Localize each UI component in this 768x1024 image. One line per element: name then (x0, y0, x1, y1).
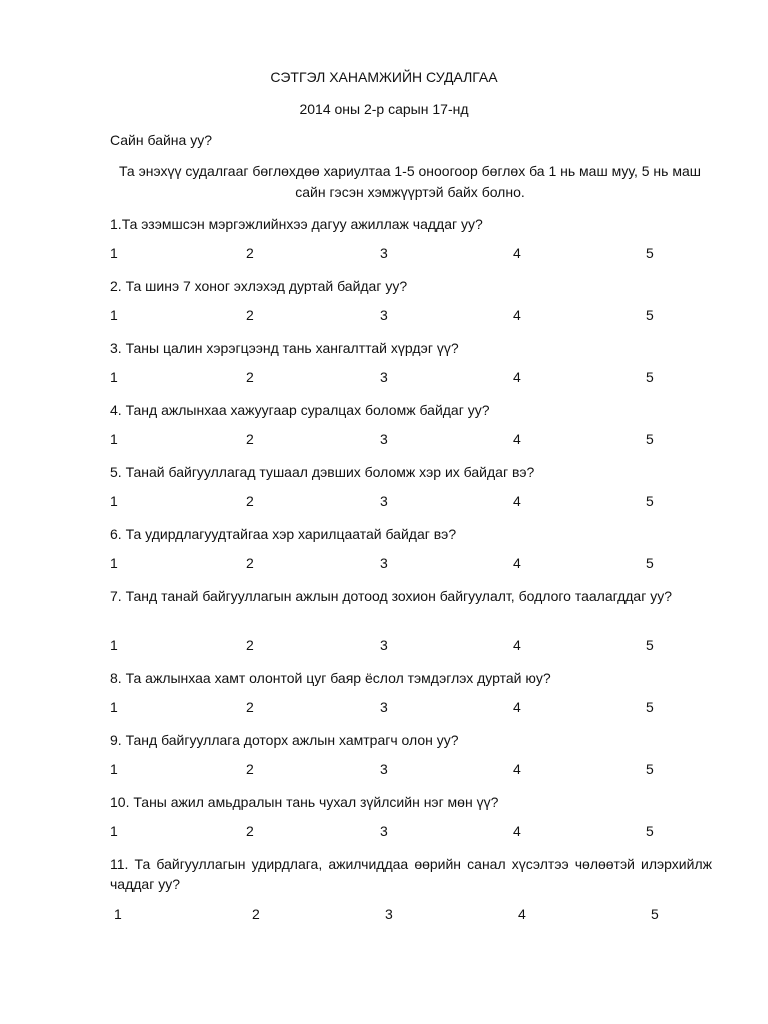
question-text: Та ажлынхаа хамт олонтой цуг баяр ёслол тэмдэглэх дуртай юу? (121, 670, 551, 686)
rating-option-2[interactable]: 2 (246, 245, 254, 261)
rating-options-9 (0, 760, 768, 778)
survey-date: 2014 оны 2-р сарын 17-нд (299, 101, 469, 117)
rating-options-7 (0, 636, 768, 654)
rating-option-4[interactable]: 4 (513, 555, 521, 571)
question-3 (110, 338, 712, 358)
rating-option-1[interactable]: 1 (110, 245, 118, 261)
rating-option-1[interactable]: 1 (110, 493, 118, 509)
rating-option-4[interactable]: 4 (513, 493, 521, 509)
rating-option-4[interactable]: 4 (513, 699, 521, 715)
question-2 (110, 276, 712, 296)
rating-option-3[interactable]: 3 (380, 761, 388, 777)
rating-option-2[interactable]: 2 (246, 369, 254, 385)
rating-options-4 (0, 430, 768, 448)
rating-option-2[interactable]: 2 (246, 431, 254, 447)
question-number: 6. (110, 526, 122, 542)
question-number: 1. (110, 216, 122, 232)
question-11 (110, 854, 712, 894)
question-number: 10. (110, 794, 130, 810)
question-text: Танд ажлынхаа хажуугаар суралцах боломж байдаг уу? (121, 402, 490, 418)
rating-option-5[interactable]: 5 (646, 823, 654, 839)
question-7 (110, 586, 712, 606)
rating-option-5[interactable]: 5 (646, 369, 654, 385)
question-number: 7. (110, 588, 122, 604)
rating-option-3[interactable]: 3 (380, 493, 388, 509)
rating-option-2[interactable]: 2 (246, 307, 254, 323)
greeting: Сайн байна уу? (110, 132, 212, 148)
rating-option-3[interactable]: 3 (380, 245, 388, 261)
rating-options-6 (0, 554, 768, 572)
rating-option-3[interactable]: 3 (385, 906, 393, 922)
question-number: 9. (110, 732, 122, 748)
question-6 (110, 524, 712, 544)
rating-option-2[interactable]: 2 (246, 637, 254, 653)
question-4 (110, 400, 712, 420)
rating-option-5[interactable]: 5 (651, 906, 659, 922)
rating-option-3[interactable]: 3 (380, 369, 388, 385)
rating-option-3[interactable]: 3 (380, 431, 388, 447)
rating-option-1[interactable]: 1 (110, 637, 118, 653)
rating-option-4[interactable]: 4 (513, 369, 521, 385)
rating-option-5[interactable]: 5 (646, 637, 654, 653)
question-number: 11. (110, 856, 129, 872)
question-text: Танд танай байгууллагын ажлын дотоод зохион байгуулалт, бодлого таалагддаг уу? (121, 588, 672, 604)
survey-title: СЭТГЭЛ ХАНАМЖИЙН СУДАЛГАА (270, 69, 498, 85)
question-text: Та байгууллагын удирдлага, ажилчиддаа өөрийн санал хүсэлтээ чөлөөтэй илэрхийлж чаддаг уу? (110, 856, 712, 892)
rating-option-4[interactable]: 4 (513, 245, 521, 261)
question-10 (110, 792, 712, 812)
rating-option-5[interactable]: 5 (646, 761, 654, 777)
question-text: Та шинэ 7 хоног эхлэхэд дуртай байдаг уу? (121, 278, 408, 294)
rating-options-1 (0, 244, 768, 262)
rating-option-3[interactable]: 3 (380, 637, 388, 653)
rating-option-3[interactable]: 3 (380, 699, 388, 715)
rating-option-1[interactable]: 1 (110, 699, 118, 715)
question-text: Таны ажил амьдралын тань чухал зүйлсийн нэг мөн үү? (129, 794, 499, 810)
instructions: Та энэхүү судалгааг бөглөхдөө хариултаа 1-5 оноогоор бөглөх ба 1 нь маш муу, 5 нь маш сайн гэсэн хэмжүүртэй байх болно. (119, 163, 701, 200)
rating-option-3[interactable]: 3 (380, 307, 388, 323)
rating-option-2[interactable]: 2 (246, 493, 254, 509)
rating-option-2[interactable]: 2 (246, 823, 254, 839)
rating-options-5 (0, 492, 768, 510)
question-text: Танай байгууллагад тушаал дэвших боломж хэр их байдаг вэ? (121, 464, 535, 480)
rating-option-2[interactable]: 2 (246, 555, 254, 571)
rating-option-4[interactable]: 4 (513, 761, 521, 777)
rating-option-3[interactable]: 3 (380, 823, 388, 839)
rating-option-1[interactable]: 1 (110, 555, 118, 571)
rating-option-4[interactable]: 4 (513, 431, 521, 447)
rating-option-5[interactable]: 5 (646, 493, 654, 509)
rating-option-2[interactable]: 2 (246, 699, 254, 715)
rating-option-1[interactable]: 1 (110, 431, 118, 447)
rating-option-5[interactable]: 5 (646, 245, 654, 261)
rating-option-1[interactable]: 1 (110, 307, 118, 323)
question-1 (110, 214, 712, 234)
rating-option-4[interactable]: 4 (513, 307, 521, 323)
rating-option-5[interactable]: 5 (646, 431, 654, 447)
rating-options-8 (0, 698, 768, 716)
question-text: Та эзэмшсэн мэргэжлийнхээ дагуу ажиллаж чаддаг уу? (121, 216, 483, 232)
rating-option-1[interactable]: 1 (114, 906, 122, 922)
question-number: 3. (110, 340, 122, 356)
rating-option-1[interactable]: 1 (110, 823, 118, 839)
question-8 (110, 668, 712, 688)
rating-option-3[interactable]: 3 (380, 555, 388, 571)
rating-option-4[interactable]: 4 (513, 637, 521, 653)
rating-options-11 (0, 905, 768, 923)
rating-option-2[interactable]: 2 (246, 761, 254, 777)
question-text: Танд байгууллага доторх ажлын хамтрагч олон уу? (121, 732, 459, 748)
question-text: Та удирдлагуудтайгаа хэр харилцаатай байдаг вэ? (121, 526, 457, 542)
rating-option-4[interactable]: 4 (518, 906, 526, 922)
question-number: 5. (110, 464, 122, 480)
rating-options-10 (0, 822, 768, 840)
rating-option-2[interactable]: 2 (252, 906, 260, 922)
question-number: 2. (110, 278, 122, 294)
rating-option-1[interactable]: 1 (110, 761, 118, 777)
question-9 (110, 730, 712, 750)
rating-options-2 (0, 306, 768, 324)
rating-option-5[interactable]: 5 (646, 307, 654, 323)
rating-option-1[interactable]: 1 (110, 369, 118, 385)
rating-option-5[interactable]: 5 (646, 555, 654, 571)
question-5 (110, 462, 712, 482)
rating-option-4[interactable]: 4 (513, 823, 521, 839)
question-number: 4. (110, 402, 122, 418)
question-number: 8. (110, 670, 122, 686)
rating-option-5[interactable]: 5 (646, 699, 654, 715)
rating-options-3 (0, 368, 768, 386)
question-text: Таны цалин хэрэгцээнд тань хангалттай хүрдэг үү? (121, 340, 459, 356)
